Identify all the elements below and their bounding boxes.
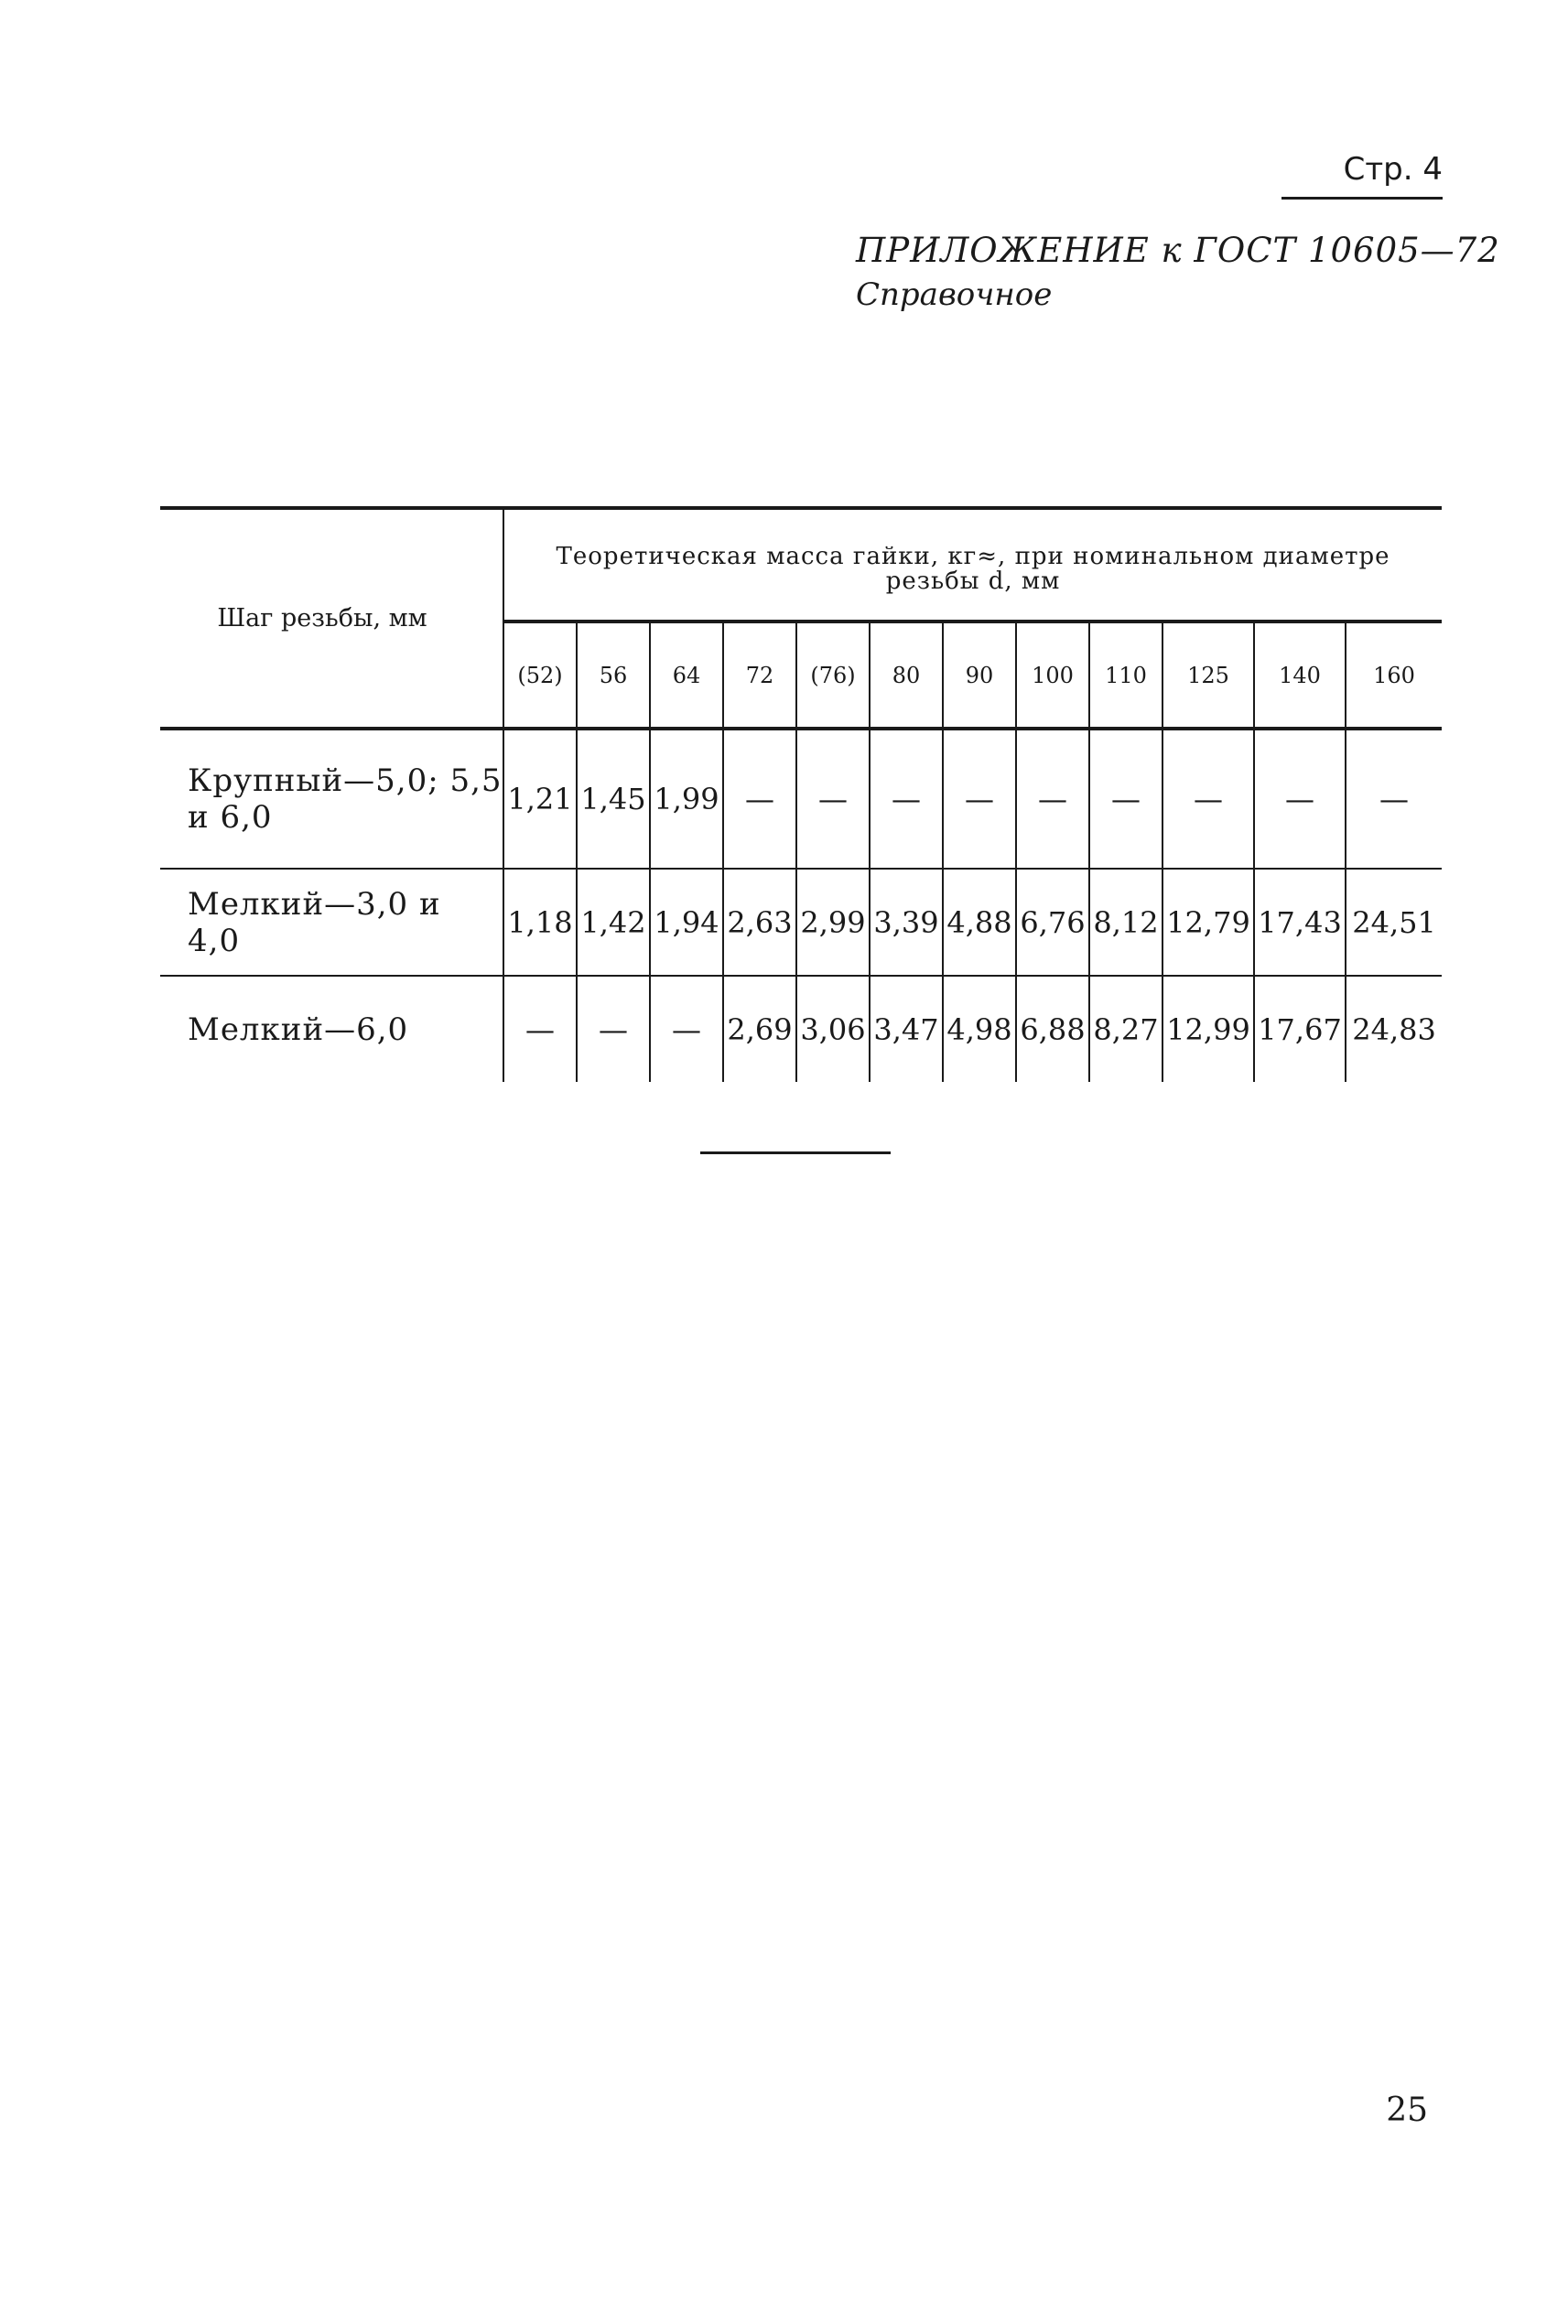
mass-cell: 2,63 — [723, 869, 796, 976]
diameter-header: (76) — [796, 622, 870, 729]
mass-cell: 1,99 — [650, 729, 723, 869]
mass-cell: — — [870, 729, 943, 869]
mass-cell: — — [796, 729, 870, 869]
mass-cell: 2,69 — [723, 976, 796, 1082]
mass-cell: 8,12 — [1089, 869, 1162, 976]
diameter-header: 56 — [577, 622, 650, 729]
diameter-header: (52) — [503, 622, 577, 729]
mass-cell: 1,45 — [577, 729, 650, 869]
diameter-header: 110 — [1089, 622, 1162, 729]
diameter-header: 125 — [1162, 622, 1254, 729]
page-reference: Стр. 4 — [1281, 151, 1443, 200]
row-label: Мелкий—3,0 и 4,0 — [160, 869, 503, 976]
diameter-header: 80 — [870, 622, 943, 729]
mass-cell: 24,51 — [1346, 869, 1442, 976]
mass-cell: 12,79 — [1162, 869, 1254, 976]
mass-cell: 1,18 — [503, 869, 577, 976]
mass-cell: — — [1162, 729, 1254, 869]
mass-cell: 4,88 — [943, 869, 1016, 976]
appendix-title: ПРИЛОЖЕНИЕ к ГОСТ 10605—72 — [856, 231, 1500, 270]
diameter-header: 90 — [943, 622, 1016, 729]
mass-group-header: Теоретическая масса гайки, кг≈, при номинальном диаметре резьбы d, мм — [503, 508, 1442, 622]
mass-cell: 3,47 — [870, 976, 943, 1082]
mass-cell: 1,42 — [577, 869, 650, 976]
mass-cell: 17,43 — [1254, 869, 1346, 976]
mass-cell: — — [650, 976, 723, 1082]
diameter-header: 100 — [1016, 622, 1089, 729]
mass-cell: 24,83 — [1346, 976, 1442, 1082]
mass-cell: 8,27 — [1089, 976, 1162, 1082]
mass-cell: 4,98 — [943, 976, 1016, 1082]
mass-cell: 17,67 — [1254, 976, 1346, 1082]
table-row — [160, 869, 1442, 976]
diameter-header: 140 — [1254, 622, 1346, 729]
table-row — [160, 729, 1442, 869]
table-row — [160, 976, 1442, 1082]
mass-cell: — — [1016, 729, 1089, 869]
mass-cell: — — [1089, 729, 1162, 869]
page-number: 25 — [1386, 2092, 1428, 2129]
diameter-header: 64 — [650, 622, 723, 729]
diameter-header: 72 — [723, 622, 796, 729]
mass-cell: 3,06 — [796, 976, 870, 1082]
mass-cell: — — [1346, 729, 1442, 869]
nut-mass-table — [160, 506, 1442, 1082]
mass-cell: — — [943, 729, 1016, 869]
mass-cell: 1,21 — [503, 729, 577, 869]
mass-cell: 1,94 — [650, 869, 723, 976]
mass-cell: 6,88 — [1016, 976, 1089, 1082]
end-rule — [700, 1151, 891, 1154]
mass-cell: — — [577, 976, 650, 1082]
mass-cell: 6,76 — [1016, 869, 1089, 976]
appendix-subtitle: Справочное — [856, 276, 1053, 313]
diameter-header: 160 — [1346, 622, 1442, 729]
mass-cell: — — [503, 976, 577, 1082]
mass-cell: 3,39 — [870, 869, 943, 976]
thread-pitch-header: Шаг резьбы, мм — [160, 508, 503, 729]
mass-cell: 2,99 — [796, 869, 870, 976]
mass-cell: 12,99 — [1162, 976, 1254, 1082]
row-label: Крупный—5,0; 5,5 и 6,0 — [160, 729, 503, 869]
mass-cell: — — [723, 729, 796, 869]
row-label: Мелкий—6,0 — [188, 1011, 409, 1048]
mass-cell: — — [1254, 729, 1346, 869]
